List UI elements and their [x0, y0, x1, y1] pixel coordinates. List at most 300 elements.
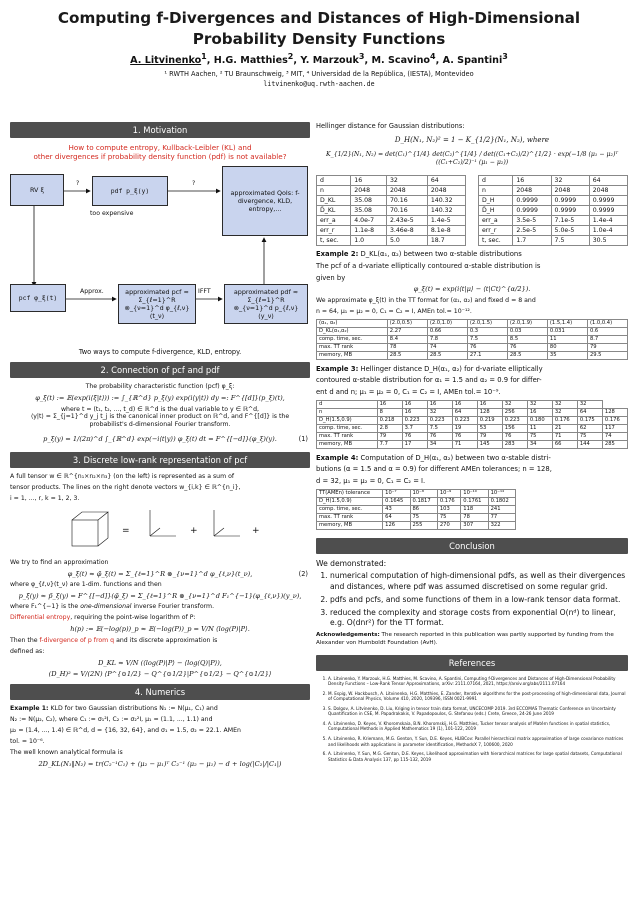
author-5-sup: 3 — [502, 51, 508, 61]
plus-sign-2: + — [252, 525, 260, 536]
rank1-vector-c2 — [214, 528, 224, 536]
hellinger-table-row — [479, 196, 628, 206]
reference-6: 6. A. Litvinenko, Y. Sun, M.G. Genton, D.E. Keyes, Likelihood approximation with hierarchical matrices for large spatial datasets, Computational Statistics & Data Analysis 137, pp 115-132, 2019 — [328, 751, 628, 762]
tensor-figure-drawing — [10, 506, 310, 556]
alpha-hellinger-table-cell: 16 — [477, 400, 502, 408]
alpha-kl-table-cell: 0.6 — [587, 327, 627, 335]
alpha-hellinger-table-cell: 0.223 — [502, 416, 527, 424]
example-4-title: Example 4: — [316, 453, 359, 462]
tolerance-table-cell: 10⁻⁷ — [383, 489, 410, 497]
alpha-hellinger-table-cell: 21 — [552, 424, 577, 432]
tolerance-table-row — [317, 505, 516, 513]
alpha-kl-table-cell: 35 — [547, 351, 587, 359]
right-column — [316, 118, 628, 766]
tolerance-table-cell: 10⁻⁸ — [410, 489, 437, 497]
differential-entropy-label: Differential entropy — [10, 614, 71, 622]
connection-intro: The probability characteristic function (pcf) φ_ξ: — [85, 383, 235, 391]
hellinger-table-row-header: n — [479, 186, 513, 196]
example-2-line-4: We approximate φ_ξ(t) in the TT format for (α₁, α₂) and fixed d = 8 and — [316, 296, 536, 304]
example-1-line-4: tol. = 10⁻⁶. — [10, 738, 45, 746]
acknowledgements — [316, 632, 628, 646]
alpha-kl-table-cell: 28.5 — [427, 351, 467, 359]
alpha-kl-table-cell: 80 — [547, 343, 587, 351]
reference-4: 4. A. Litvinenko, D. Keyes, V. Khoromskaia, B.N. Khoromskij, H.G. Matthies, Tucker tensor analysis of Matérn functions in spatial statistics, Computational Methods in Applied Mathematics 19 (1), 101-122, 2019 — [328, 721, 628, 732]
inverse-fourier-note-c: inverse Fourier transform. — [131, 603, 215, 611]
kl-table-row — [317, 216, 466, 226]
alpha-hellinger-table-cell: 64 — [452, 408, 477, 416]
alpha-hellinger-table-row — [317, 408, 628, 416]
alpha-hellinger-table-cell: 0.223 — [402, 416, 427, 424]
tolerance-table-cell: 75 — [437, 513, 460, 521]
title-line-2: Probability Density Functions — [192, 29, 446, 48]
tolerance-table-cell: 0.1802 — [488, 497, 515, 505]
pcf-approximation-text: φ_ξ(t) ≈ φ̃_ξ(t) = Σ_{ℓ=1}^R ⊗_{ν=1}^d φ_{ℓ,ν}(t_ν), — [67, 569, 253, 578]
hellinger-table-row — [479, 176, 628, 186]
differential-entropy-note — [10, 614, 310, 622]
hellinger-table-cell: 1.7 — [513, 236, 551, 246]
kl-results-table — [316, 175, 466, 246]
hellinger-table-cell: 2048 — [551, 186, 589, 196]
alpha-kl-table-cell: 79 — [587, 343, 627, 351]
tolerance-table-row — [317, 489, 516, 497]
kl-table-cell: 35.08 — [351, 196, 387, 206]
alpha-hellinger-table-row-header: n — [317, 408, 378, 416]
kl-table-cell: 2048 — [386, 186, 427, 196]
tolerance-table-cell: 43 — [383, 505, 410, 513]
hellinger-table-cell: 0.9999 — [513, 196, 551, 206]
where-1d-functions: where φ_{ℓ,ν}(t_ν) are 1-dim. functions and then — [10, 580, 162, 588]
inverse-fourier-note-b: one-dimensional — [80, 603, 132, 611]
pdf-approximation-equation: p_ξ(y) ≈ p̃_ξ(y) = F^{[−d]}(φ̃_ξ) = Σ_{ℓ=1}^R ⊗_{ν=1}^d F₁^{−1}(φ_{ℓ,ν})(y_ν), — [18, 591, 302, 600]
alpha-hellinger-table-cell: 32 — [502, 400, 527, 408]
tolerance-table-cell: 75 — [410, 513, 437, 521]
alpha-kl-table-row-header: max. TT rank — [317, 343, 388, 351]
equation-number-2: (2) — [298, 569, 308, 578]
alpha-kl-table-cell: 28.5 — [387, 351, 427, 359]
alpha-kl-table-cell: 0.66 — [427, 327, 467, 335]
alpha-hellinger-table-cell: 62 — [577, 424, 602, 432]
alpha-hellinger-table-cell: 0.176 — [552, 416, 577, 424]
section-motivation-header: 1. Motivation — [10, 122, 310, 138]
alpha-kl-table-row — [317, 319, 628, 327]
hellinger-table-cell: 0.9999 — [551, 206, 589, 216]
kl-table-row-header: D_KL — [317, 196, 351, 206]
example-1-text-1: KLD for two Gaussian distributions N₁ := N(μ₁, C₁) and — [48, 705, 218, 713]
hellinger-table-cell: 3.5e-5 — [513, 216, 551, 226]
f-divergence-note — [10, 637, 310, 645]
alpha-hellinger-table-cell: 0.175 — [577, 416, 602, 424]
alpha-kl-table-cell: 0.3 — [467, 327, 507, 335]
alpha-hellinger-table-cell: 285 — [602, 440, 627, 448]
example-2-line-2: The pcf of a d-variate elliptically contoured α-stable distribution is — [316, 261, 541, 270]
tensor-decomposition-figure — [10, 506, 310, 556]
tolerance-table-row-header: D_H(1.5,0.9) — [317, 497, 383, 505]
example-3-line-1 — [316, 365, 628, 374]
alpha-kl-table-cell: (1.0,0.4) — [587, 319, 627, 327]
lowrank-text-line-1: A full tensor w ∈ ℝ^{n₁×n₂×n₃} (on the left) is represented as a sum of — [10, 472, 235, 480]
tolerance-table-cell: 86 — [410, 505, 437, 513]
example-3-line-2: contoured α-stable distribution for α₁ = 1.5 and α₂ = 0.9 for differ- — [316, 376, 542, 385]
tolerance-table-cell: 126 — [383, 521, 410, 529]
author-1-sup: 1 — [201, 51, 207, 61]
alpha-kl-table-cell: 8.5 — [507, 335, 547, 343]
kl-table-row-header: D̃_KL — [317, 206, 351, 216]
tolerance-table-cell: 10⁻⁹ — [437, 489, 460, 497]
alpha-hellinger-table-cell: 32 — [552, 400, 577, 408]
alpha-hellinger-table-cell: 71 — [552, 432, 577, 440]
example-4-line-2: butions (α = 1.5 and α = 0.9) for different AMEn tolerances; n = 128, — [316, 465, 552, 474]
left-column — [10, 122, 310, 772]
hellinger-table-row — [479, 226, 628, 236]
alpha-hellinger-table-row-header: comp. time, sec. — [317, 424, 378, 432]
alpha-hellinger-table-cell: 32 — [527, 400, 552, 408]
approx-label: Approx. — [80, 287, 104, 295]
box-pdf: pdf p_ξ(y) — [92, 176, 168, 206]
alpha-hellinger-table-cell: 128 — [477, 408, 502, 416]
alpha-kl-table-cell: 7.5 — [467, 335, 507, 343]
poster-header — [0, 0, 638, 118]
author-5: A. Spantini — [442, 55, 503, 67]
hellinger-table-row — [479, 206, 628, 216]
kl-table-cell: 64 — [427, 176, 465, 186]
alpha-hellinger-table-cell: 66 — [552, 440, 577, 448]
section-lowrank-header: 3. Discrete low-rank representation of pcf — [10, 452, 310, 468]
example-3-title: Example 3: — [316, 364, 359, 373]
alpha-hellinger-table-cell: 0.218 — [377, 416, 402, 424]
kl-table-cell: 16 — [351, 176, 387, 186]
alpha-kl-table-cell: 0.031 — [547, 327, 587, 335]
alpha-hellinger-table-row-header: max. TT rank — [317, 432, 378, 440]
alpha-kl-table-cell: (2.0,1.5) — [467, 319, 507, 327]
kl-table-row — [317, 176, 466, 186]
alpha-hellinger-table-cell: 8 — [377, 408, 402, 416]
kl-table-cell: 2048 — [427, 186, 465, 196]
box-approximated-qois: approximated QoIs: f-divergence, KLD, entropy,... — [222, 166, 308, 236]
author-1: A. Litvinenko — [130, 55, 202, 67]
alpha-kl-table-row-header: (α₁, α₂) — [317, 319, 388, 327]
f-divergence-label: f-divergence of p from q — [39, 636, 115, 644]
poster-title — [0, 8, 638, 50]
alpha-stable-kl-table — [316, 319, 628, 360]
kl-table-cell: 2.43e-5 — [386, 216, 427, 226]
tolerance-table-cell: 270 — [437, 521, 460, 529]
hellinger-table-cell: 64 — [589, 176, 627, 186]
alpha-hellinger-table-cell: 144 — [577, 440, 602, 448]
alpha-kl-table-cell: 28.5 — [507, 351, 547, 359]
connection-where-line-1: where t = (t₁, t₂, ..., t_d) ∈ ℝ^d is the dual variable to y ∈ ℝ^d, — [60, 405, 260, 413]
example-3-text-1: Hellinger distance D_H(α₁, α₂) for d-variate elliptically — [358, 364, 543, 373]
conclusion-item-3: 3. reduced the complexity and storage costs from exponential O(nᵈ) to linear, e.g. O(dnr²) for the TT format. — [330, 608, 628, 628]
hellinger-table-cell: 1.4e-4 — [589, 216, 627, 226]
question-mark-2: ? — [192, 179, 196, 187]
acknowledgements-title: Acknowledgements: — [316, 632, 380, 639]
hellinger-equation: (D_H)² = V/(2N) ⟨P^{⊙1/2} − Q^{⊙1/2}|P^{⊙1/2} − Q^{⊙1/2}⟩ — [48, 669, 272, 678]
alpha-hellinger-table-cell: 0.219 — [477, 416, 502, 424]
kl-table-cell: 8.1e-8 — [427, 226, 465, 236]
tolerance-table-cell: 0.1817 — [410, 497, 437, 505]
example-2-line-5: n = 64, μ₁ = μ₂ = 0, C₁ = C₂ = I, AMEn tol.= 10⁻¹². — [316, 307, 472, 315]
amen-tolerance-table — [316, 489, 516, 530]
question-mark-1: ? — [76, 179, 80, 187]
kl-table-row — [317, 196, 466, 206]
alpha-hellinger-table-cell: 34 — [527, 440, 552, 448]
hellinger-table-row — [479, 236, 628, 246]
hellinger-table-cell: 5.0e-5 — [551, 226, 589, 236]
hellinger-table-cell: 32 — [551, 176, 589, 186]
alpha-hellinger-table-cell: 16 — [402, 400, 427, 408]
kl-table-cell: 18.7 — [427, 236, 465, 246]
kl-table-cell: 1.0 — [351, 236, 387, 246]
alpha-hellinger-table-cell: 16 — [377, 400, 402, 408]
kl-table-row-header: err_r — [317, 226, 351, 236]
reference-5: 5. A. Litvinenko, R. Kriemann, M.G. Genton, Y. Sun, D.E. Keyes, HLIBCov: Parallel hierarchical matrix approximation of large covariance matrices and likelihoods with applications in parameter identification, MethodsX 7, 100600, 2020 — [328, 736, 628, 747]
alpha-hellinger-table-row — [317, 400, 628, 408]
alpha-hellinger-table-cell: 76 — [402, 432, 427, 440]
alpha-hellinger-table-cell: 283 — [502, 440, 527, 448]
alpha-kl-table-cell: 2.27 — [387, 327, 427, 335]
alpha-hellinger-table-cell: 76 — [502, 432, 527, 440]
example-1-line-3: μ₂ = (1.4, ..., 1.4) ∈ ℝ^d, d = {16, 32, 64}, and σ₁ = 1.5, σ₂ = 22.1. AMEn — [10, 727, 241, 735]
kl-divergence-equation: D_KL ≈ V/N (⟨log(P)|P⟩ − ⟨log(Q)|P⟩), — [98, 658, 222, 667]
section-references-header: References — [316, 655, 628, 671]
reference-3: 3. S. Dolgov, A. Litvinenko, D. Liu, Kriging in tensor train data format, UNCECOMP 2019. 3rd ECCOMAS Thematic Conference on Uncertainty Quantification in CSE, M. Papadrakakis, V. Papadopoulos, G. Stefanou (eds.) Crete, Greece, 24-26 June 2019 — [328, 706, 628, 717]
too-expensive-label: too expensive — [90, 209, 134, 217]
kl-table-cell: 5.0 — [386, 236, 427, 246]
contact-email[interactable]: litvinenko@uq.rwth-aachen.de — [263, 79, 375, 88]
alpha-kl-table-row-header: comp. time, sec. — [317, 335, 388, 343]
tolerance-table-row-header: comp. time, sec. — [317, 505, 383, 513]
equation-number-1: (1) — [298, 435, 308, 444]
equals-sign: = — [122, 525, 130, 536]
alpha-hellinger-table-cell: 0.223 — [452, 416, 477, 424]
alpha-hellinger-table-cell: 7.7 — [377, 440, 402, 448]
alpha-hellinger-table-cell: 0.176 — [602, 416, 627, 424]
example-4-line-3: d = 32, μ₁ = μ₂ = 0, C₁ = C₂ = I. — [316, 477, 426, 486]
pcf-approximation-equation — [10, 570, 310, 578]
author-4-sup: 4 — [430, 51, 436, 61]
alpha-hellinger-table-cell: 16 — [452, 400, 477, 408]
lowrank-text-line-3: i = 1, ..., r, k = 1, 2, 3. — [10, 494, 80, 502]
hellinger-table-row-header: t, sec. — [479, 236, 513, 246]
hellinger-results-table — [478, 175, 628, 246]
tolerance-table-cell: 322 — [488, 521, 515, 529]
alpha-kl-table-cell: (2.0,1.0) — [427, 319, 467, 327]
example-2-line-3: given by — [316, 273, 346, 282]
numerics-tables-row — [316, 175, 628, 246]
alpha-hellinger-table-cell: 19 — [452, 424, 477, 432]
example-1-title: Example 1: — [10, 705, 49, 713]
full-tensor-front — [72, 520, 98, 546]
motivation-caption: Two ways to compute f-divergence, KLD, entropy. — [78, 347, 242, 356]
example-2-text-1: D_KL(α₁, α₂) between two α-stable distributions — [358, 250, 522, 259]
reference-1: 1. A. Litvinenko, Y. Marzouk, H.G. Matthies, M. Scavino, A. Spantini, Computing f-Divergences and Distances of High-Dimensional Probability Density Functions – Low-Rank Tensor Approximations, arXiv: 2111.07164, 2021, https://arxiv.org/abs/2111.07164 — [328, 676, 628, 687]
alpha-hellinger-table-cell: 117 — [602, 424, 627, 432]
alpha-kl-table-cell: 76 — [507, 343, 547, 351]
hellinger-table-row-header: err_r — [479, 226, 513, 236]
alpha-kl-table-cell: 8.4 — [387, 335, 427, 343]
tolerance-table-cell: 118 — [461, 505, 488, 513]
reference-2: 2. M. Espig, W. Hackbusch, A. Litvinenko, H.G. Matthies, E. Zander, Iterative algorithms for the post-processing of high-dimensional data, Journal of Computational Physics, Volume 410, 2020, 109396, ISSN 0021-9991 — [328, 691, 628, 702]
kl-table-row — [317, 186, 466, 196]
connection-where-line-2: ⟨y|t⟩ = Σ_{j=1}^d y_j t_j is the canonical inner product on ℝ^d, and F^{[d]} is the — [30, 413, 290, 421]
alpha-hellinger-table-cell: 34 — [427, 440, 452, 448]
alpha-hellinger-table-cell: 2.8 — [377, 424, 402, 432]
box-pcf: pcf φ_ξ(t) — [10, 284, 66, 312]
kl-table-cell: 2048 — [351, 186, 387, 196]
rank1-vector-c1 — [150, 528, 160, 536]
alpha-kl-table-cell: 78 — [387, 343, 427, 351]
box-approximated-pcf: approximated pcf ≈ Σ_{ℓ=1}^R ⊗_{ν=1}^d φ_{ℓ,ν}(t_ν) — [118, 284, 196, 324]
kl-table-row-header: n — [317, 186, 351, 196]
motivation-question-line-2: other divergences if probability density function (pdf) is not available? — [33, 152, 287, 162]
kl-table-cell: 1.1e-8 — [351, 226, 387, 236]
tolerance-table-cell: 103 — [437, 505, 460, 513]
hellinger-table-cell: 2048 — [589, 186, 627, 196]
conclusion-item-1: 1. numerical computation of high-dimensional pdfs, as well as their divergences and distances, where pdf was assumed discretised on some regular grid. — [330, 571, 628, 591]
alpha-hellinger-table-cell: 145 — [477, 440, 502, 448]
acknowledgements-text: The research reported in this publication was partly supported by funding from the Alexander von Humboldt Foundation (AvH). — [316, 632, 614, 646]
defined-as: defined as: — [10, 647, 45, 655]
alpha-hellinger-table-row-header: memory, MB — [317, 440, 378, 448]
approx-intro: We try to find an approximation — [10, 558, 109, 566]
entropy-equation: h(p) := 𝔼(−log(p))_p ≈ 𝔼(−log(P))_p = V/N ⟨log(P)|P⟩. — [70, 625, 250, 634]
author-3-sup: 3 — [358, 51, 365, 61]
hellinger-table-row — [479, 186, 628, 196]
alpha-stable-pcf-equation: φ_ξ(t) = exp(i⟨t|μ⟩ − ⟨t|Ct⟩^{α/2}). — [413, 285, 531, 294]
kl-table-row-header: err_a — [317, 216, 351, 226]
hellinger-table-cell: 0.9999 — [589, 206, 627, 216]
hellinger-table-row-header: d — [479, 176, 513, 186]
alpha-kl-table-cell: (1.5,1.4) — [547, 319, 587, 327]
example-4-text-1: Computation of D_H(α₁, α₂) between two α-stable distri- — [358, 453, 551, 462]
alpha-hellinger-table-row-header: D_H(1.5,0.9) — [317, 416, 378, 424]
alpha-hellinger-table-cell: 17 — [402, 440, 427, 448]
lowrank-text-line-2: tensor products. The lines on the right denote vectors w_{i,k} ∈ ℝ^{n_i}, — [10, 483, 241, 491]
pdf-inverse-equation-text: p_ξ(y) = 1/(2π)^d ∫_{ℝ^d} exp(−i⟨t|y⟩) φ_ξ(t) dt = F^{[−d]}(φ_ξ)(y). — [43, 435, 277, 444]
tolerance-table-row — [317, 513, 516, 521]
alpha-hellinger-table-cell: 16 — [527, 408, 552, 416]
pcf-definition-equation: φ_ξ(t) := 𝔼(exp(i⟨ξ|t⟩)) := ∫_{ℝ^d} p_ξ(y) exp(i⟨y|t⟩) dy =: F^{[d]}(p_ξ)(t), — [35, 394, 285, 403]
hellinger-intro: Hellinger distance for Gaussian distributions: — [316, 122, 465, 130]
alpha-hellinger-table-cell: 7.5 — [427, 424, 452, 432]
alpha-kl-table-cell: (2.0,0.5) — [387, 319, 427, 327]
hellinger-table-cell: 7.1e-5 — [551, 216, 589, 226]
hellinger-table-cell: 16 — [513, 176, 551, 186]
hellinger-table-cell: 0.9999 — [589, 196, 627, 206]
alpha-kl-table-cell: (2.0,1.9) — [507, 319, 547, 327]
motivation-question — [10, 143, 310, 162]
inverse-fourier-note — [10, 603, 310, 611]
hellinger-table-row-header: D̃_H — [479, 206, 513, 216]
hellinger-table-row-header: err_a — [479, 216, 513, 226]
tolerance-table-cell: 10⁻¹⁴ — [488, 489, 515, 497]
tolerance-table-cell: 241 — [488, 505, 515, 513]
alpha-kl-table-row — [317, 335, 628, 343]
example-1-line-2: N₂ := N(μ₂, C₂), where C₁ := σ₁²I, C₂ := σ₂²I, μ₁ = (1.1, ..., 1.1) and — [10, 716, 213, 724]
tolerance-table-row — [317, 497, 516, 505]
tolerance-table-cell: 255 — [410, 521, 437, 529]
alpha-hellinger-table-cell: 75 — [527, 432, 552, 440]
tolerance-table-row-header: memory, MB — [317, 521, 383, 529]
alpha-hellinger-table-cell: 64 — [577, 408, 602, 416]
kl-table-row — [317, 206, 466, 216]
box-random-variable: RV ξ — [10, 174, 64, 206]
conclusion-intro: We demonstrated: — [316, 558, 387, 568]
alpha-hellinger-table-cell: 0.223 — [427, 416, 452, 424]
example-4-line-1 — [316, 454, 628, 463]
alpha-kl-table-cell: 29.5 — [587, 351, 627, 359]
alpha-hellinger-table-cell: 11 — [527, 424, 552, 432]
alpha-hellinger-table-cell: 71 — [452, 440, 477, 448]
tolerance-table-cell: 77 — [488, 513, 515, 521]
alpha-kl-table-cell: 76 — [467, 343, 507, 351]
alpha-hellinger-table-row — [317, 424, 628, 432]
alpha-hellinger-table-cell: 0.180 — [527, 416, 552, 424]
alpha-kl-table-cell: 11 — [547, 335, 587, 343]
alpha-hellinger-table-row-header: d — [317, 400, 378, 408]
author-2: H.G. Matthies — [213, 55, 288, 67]
tolerance-table-cell: 78 — [461, 513, 488, 521]
alpha-hellinger-table-cell: 16 — [427, 400, 452, 408]
tolerance-table-row — [317, 521, 516, 529]
author-3: Y. Marzouk — [300, 55, 359, 67]
plus-sign-1: + — [190, 525, 198, 536]
tolerance-table-cell: 0.1645 — [383, 497, 410, 505]
title-line-1: Computing f-Divergences and Distances of High-Dimensional — [57, 9, 581, 27]
section-connection-header: 2. Connection of pcf and pdf — [10, 362, 310, 378]
kl-table-row — [317, 236, 466, 246]
alpha-kl-table-row — [317, 351, 628, 359]
alpha-hellinger-table-cell: 79 — [477, 432, 502, 440]
section-conclusion-header: Conclusion — [316, 538, 628, 554]
hellinger-table-cell: 30.5 — [589, 236, 627, 246]
hellinger-distance-equation: D_H(N₁, N₂)² = 1 − K_{1/2}(N₁, N₂), where — [394, 136, 550, 145]
kl-table-row — [317, 226, 466, 236]
example-1-line-1 — [10, 705, 310, 713]
tolerance-table-row-header: max. TT rank — [317, 513, 383, 521]
references-list — [316, 676, 628, 763]
alpha-hellinger-table-row — [317, 416, 628, 424]
hellinger-table-row — [479, 216, 628, 226]
example-2-line-1 — [316, 250, 628, 259]
tolerance-table-cell: 64 — [383, 513, 410, 521]
alpha-hellinger-table-cell: 3.7 — [402, 424, 427, 432]
f-divergence-note-a: Then the — [10, 636, 40, 644]
alpha-hellinger-table-cell: 76 — [427, 432, 452, 440]
connection-where-line-3: probabilist's d-dimensional Fourier transform. — [89, 421, 231, 429]
kl-table-row-header: t, sec. — [317, 236, 351, 246]
differential-entropy-text: , requiring the point-wise logarithm of P: — [70, 614, 196, 622]
alpha-kl-table-row-header: memory, MB — [317, 351, 388, 359]
alpha-hellinger-table-cell: 32 — [552, 408, 577, 416]
alpha-hellinger-table-cell: 76 — [452, 432, 477, 440]
alpha-hellinger-table-cell: 74 — [602, 432, 627, 440]
alpha-kl-table-row — [317, 327, 628, 335]
box-approximated-pdf: approximated pdf ≈ Σ_{ℓ=1}^R ⊗_{ν=1}^d p_{ℓ,ν}(y_ν) — [224, 284, 308, 324]
alpha-hellinger-table-cell: 53 — [477, 424, 502, 432]
kl-table-cell: 35.08 — [351, 206, 387, 216]
author-list: A. Litvinenko$^1$, H.G. Matthies$^2$, Y. Marzouk$^3$, M. Scavino$^4$, A. Spantini$^3$ — [130, 51, 508, 67]
kl-table-row-header: d — [317, 176, 351, 186]
alpha-kl-table-cell: 27.1 — [467, 351, 507, 359]
section-numerics-header: 4. Numerics — [10, 684, 310, 700]
alpha-hellinger-table-cell: 16 — [402, 408, 427, 416]
tolerance-table-cell: 10⁻¹⁰ — [461, 489, 488, 497]
example-2-title: Example 2: — [316, 250, 359, 259]
conclusion-list — [316, 571, 628, 628]
alpha-kl-table-cell: 7.8 — [427, 335, 467, 343]
full-tensor-back — [72, 512, 108, 546]
